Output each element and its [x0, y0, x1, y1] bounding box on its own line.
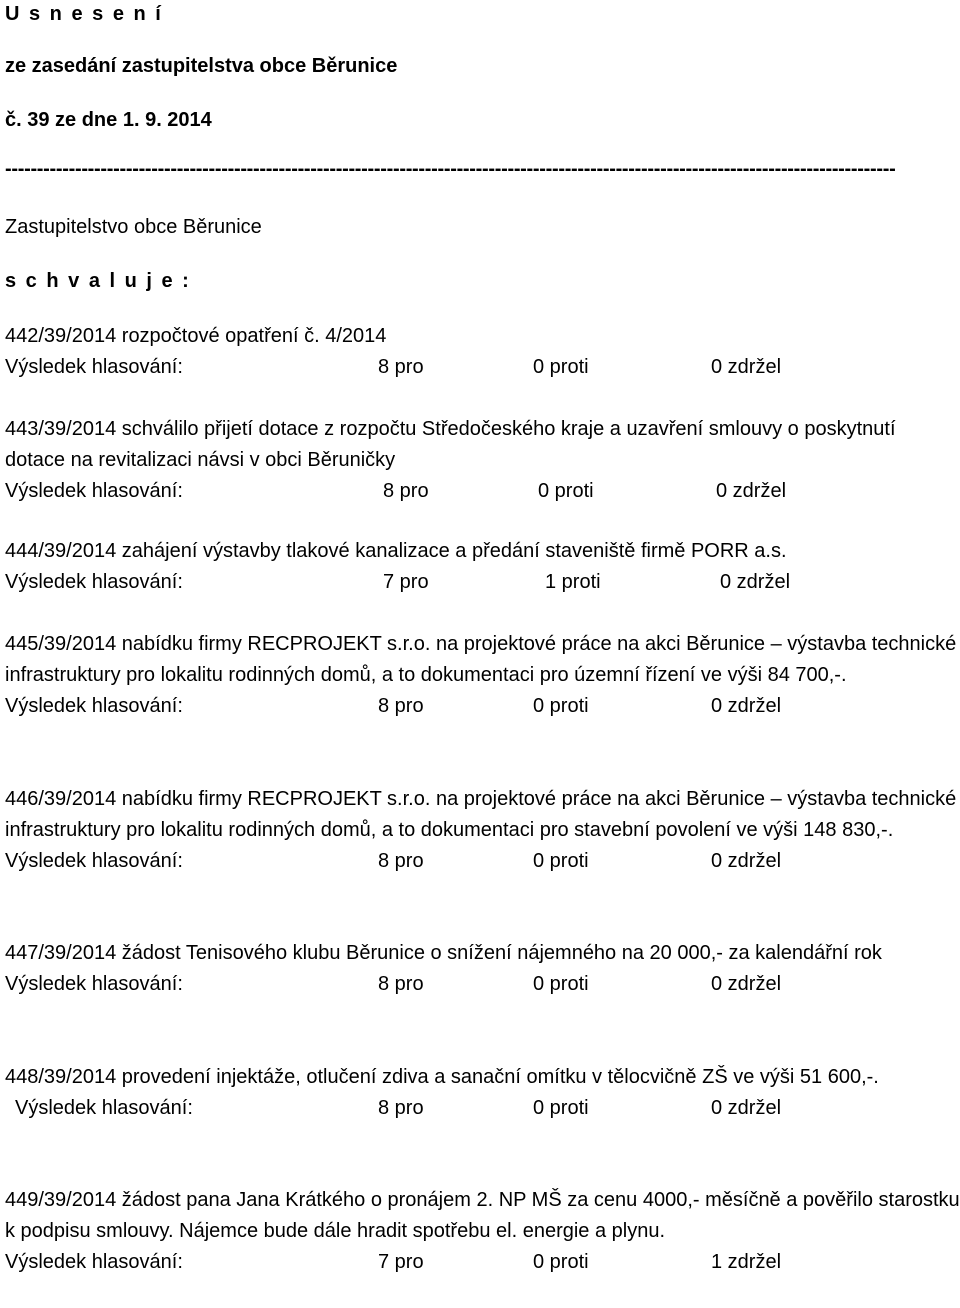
resolution-text: 449/39/2014 žádost pana Jana Krátkého o pronájem 2. NP MŠ za cenu 4000,- měsíčně a pověřilo starostku k podpisu smlouvy. Nájemce bude dále hradit spotřebu el. energie a plynu. — [5, 1189, 960, 1242]
votes-against: 0 proti — [533, 356, 589, 378]
votes-for: 8 pro — [378, 850, 424, 872]
vote-result-row — [5, 691, 960, 722]
resolution-text: 446/39/2014 nabídku firmy RECPROJEKT s.r.o. na projektové práce na akci Běrunice – výstavba technické infrastruktury pro lokalitu rodinných domů, a to dokumentaci pro stavební povolení ve výši 148 830,-. — [5, 788, 957, 841]
votes-for: 7 pro — [378, 1251, 424, 1273]
votes-for: 7 pro — [383, 571, 429, 593]
resolution-item — [5, 1062, 960, 1124]
votes-abstained: 0 zdržel — [711, 973, 782, 995]
resolution-text: 447/39/2014 žádost Tenisového klubu Běrunice o snížení nájemného na 20 000,- za kalendářní rok — [5, 942, 882, 964]
council-name: Zastupitelstvo obce Běrunice — [5, 216, 262, 238]
resolution-item — [5, 938, 960, 1000]
vote-result-label: Výsledek hlasování: — [5, 1251, 183, 1273]
votes-for: 8 pro — [383, 480, 429, 502]
vote-result-row — [5, 846, 960, 877]
votes-abstained: 0 zdržel — [711, 850, 782, 872]
votes-abstained: 0 zdržel — [711, 1097, 782, 1119]
resolution-item — [5, 321, 960, 383]
approves-heading: s c h v a l u j e : — [5, 270, 191, 292]
vote-result-row — [5, 352, 960, 383]
votes-for: 8 pro — [378, 973, 424, 995]
vote-result-label: Výsledek hlasování: — [15, 1097, 193, 1119]
vote-result-row — [5, 1247, 960, 1278]
votes-against: 0 proti — [533, 1097, 589, 1119]
resolution-text: 442/39/2014 rozpočtové opatření č. 4/2014 — [5, 325, 387, 347]
votes-abstained: 0 zdržel — [716, 480, 787, 502]
resolution-item — [5, 414, 960, 507]
votes-for: 8 pro — [378, 695, 424, 717]
vote-result-row — [5, 567, 960, 598]
vote-result-row — [5, 969, 960, 1000]
votes-for: 8 pro — [378, 1097, 424, 1119]
votes-for: 8 pro — [378, 356, 424, 378]
resolution-text: 444/39/2014 zahájení výstavby tlakové kanalizace a předání staveniště firmě PORR a.s. — [5, 540, 787, 562]
vote-result-label: Výsledek hlasování: — [5, 973, 183, 995]
dashed-divider: -------------------------------------------------------------------------------------------------------------------------------------------- — [5, 158, 896, 180]
votes-against: 0 proti — [533, 850, 589, 872]
vote-result-label: Výsledek hlasování: — [5, 850, 183, 872]
votes-against: 0 proti — [533, 695, 589, 717]
vote-result-label: Výsledek hlasování: — [5, 356, 183, 378]
votes-against: 0 proti — [533, 1251, 589, 1273]
vote-result-row — [5, 476, 960, 507]
document-subtitle: ze zasedání zastupitelstva obce Běrunice — [5, 55, 398, 77]
resolution-item — [5, 536, 960, 598]
meeting-number-date: č. 39 ze dne 1. 9. 2014 — [5, 109, 212, 131]
votes-abstained: 0 zdržel — [711, 356, 782, 378]
votes-against: 0 proti — [533, 973, 589, 995]
votes-abstained: 1 zdržel — [711, 1251, 782, 1273]
document-title: U s n e s e n í — [5, 3, 163, 25]
vote-result-label: Výsledek hlasování: — [5, 695, 183, 717]
resolution-item — [5, 1185, 960, 1278]
votes-against: 1 proti — [545, 571, 601, 593]
vote-result-label: Výsledek hlasování: — [5, 571, 183, 593]
votes-against: 0 proti — [538, 480, 594, 502]
resolution-text: 443/39/2014 schválilo přijetí dotace z rozpočtu Středočeského kraje a uzavření smlouvy o poskytnutí dotace na revitalizaci návsi v obci Běruničky — [5, 418, 896, 471]
votes-abstained: 0 zdržel — [720, 571, 791, 593]
votes-abstained: 0 zdržel — [711, 695, 782, 717]
resolution-item — [5, 784, 960, 877]
vote-result-label: Výsledek hlasování: — [5, 480, 183, 502]
resolution-text: 448/39/2014 provedení injektáže, otlučení zdiva a sanační omítku v tělocvičně ZŠ ve výši 51 600,-. — [5, 1066, 879, 1088]
resolution-text: 445/39/2014 nabídku firmy RECPROJEKT s.r.o. na projektové práce na akci Běrunice – výstavba technické infrastruktury pro lokalitu rodinných domů, a to dokumentaci pro územní řízení ve výši 84 700,-. — [5, 633, 957, 686]
vote-result-row — [5, 1093, 960, 1124]
resolution-item — [5, 629, 960, 722]
